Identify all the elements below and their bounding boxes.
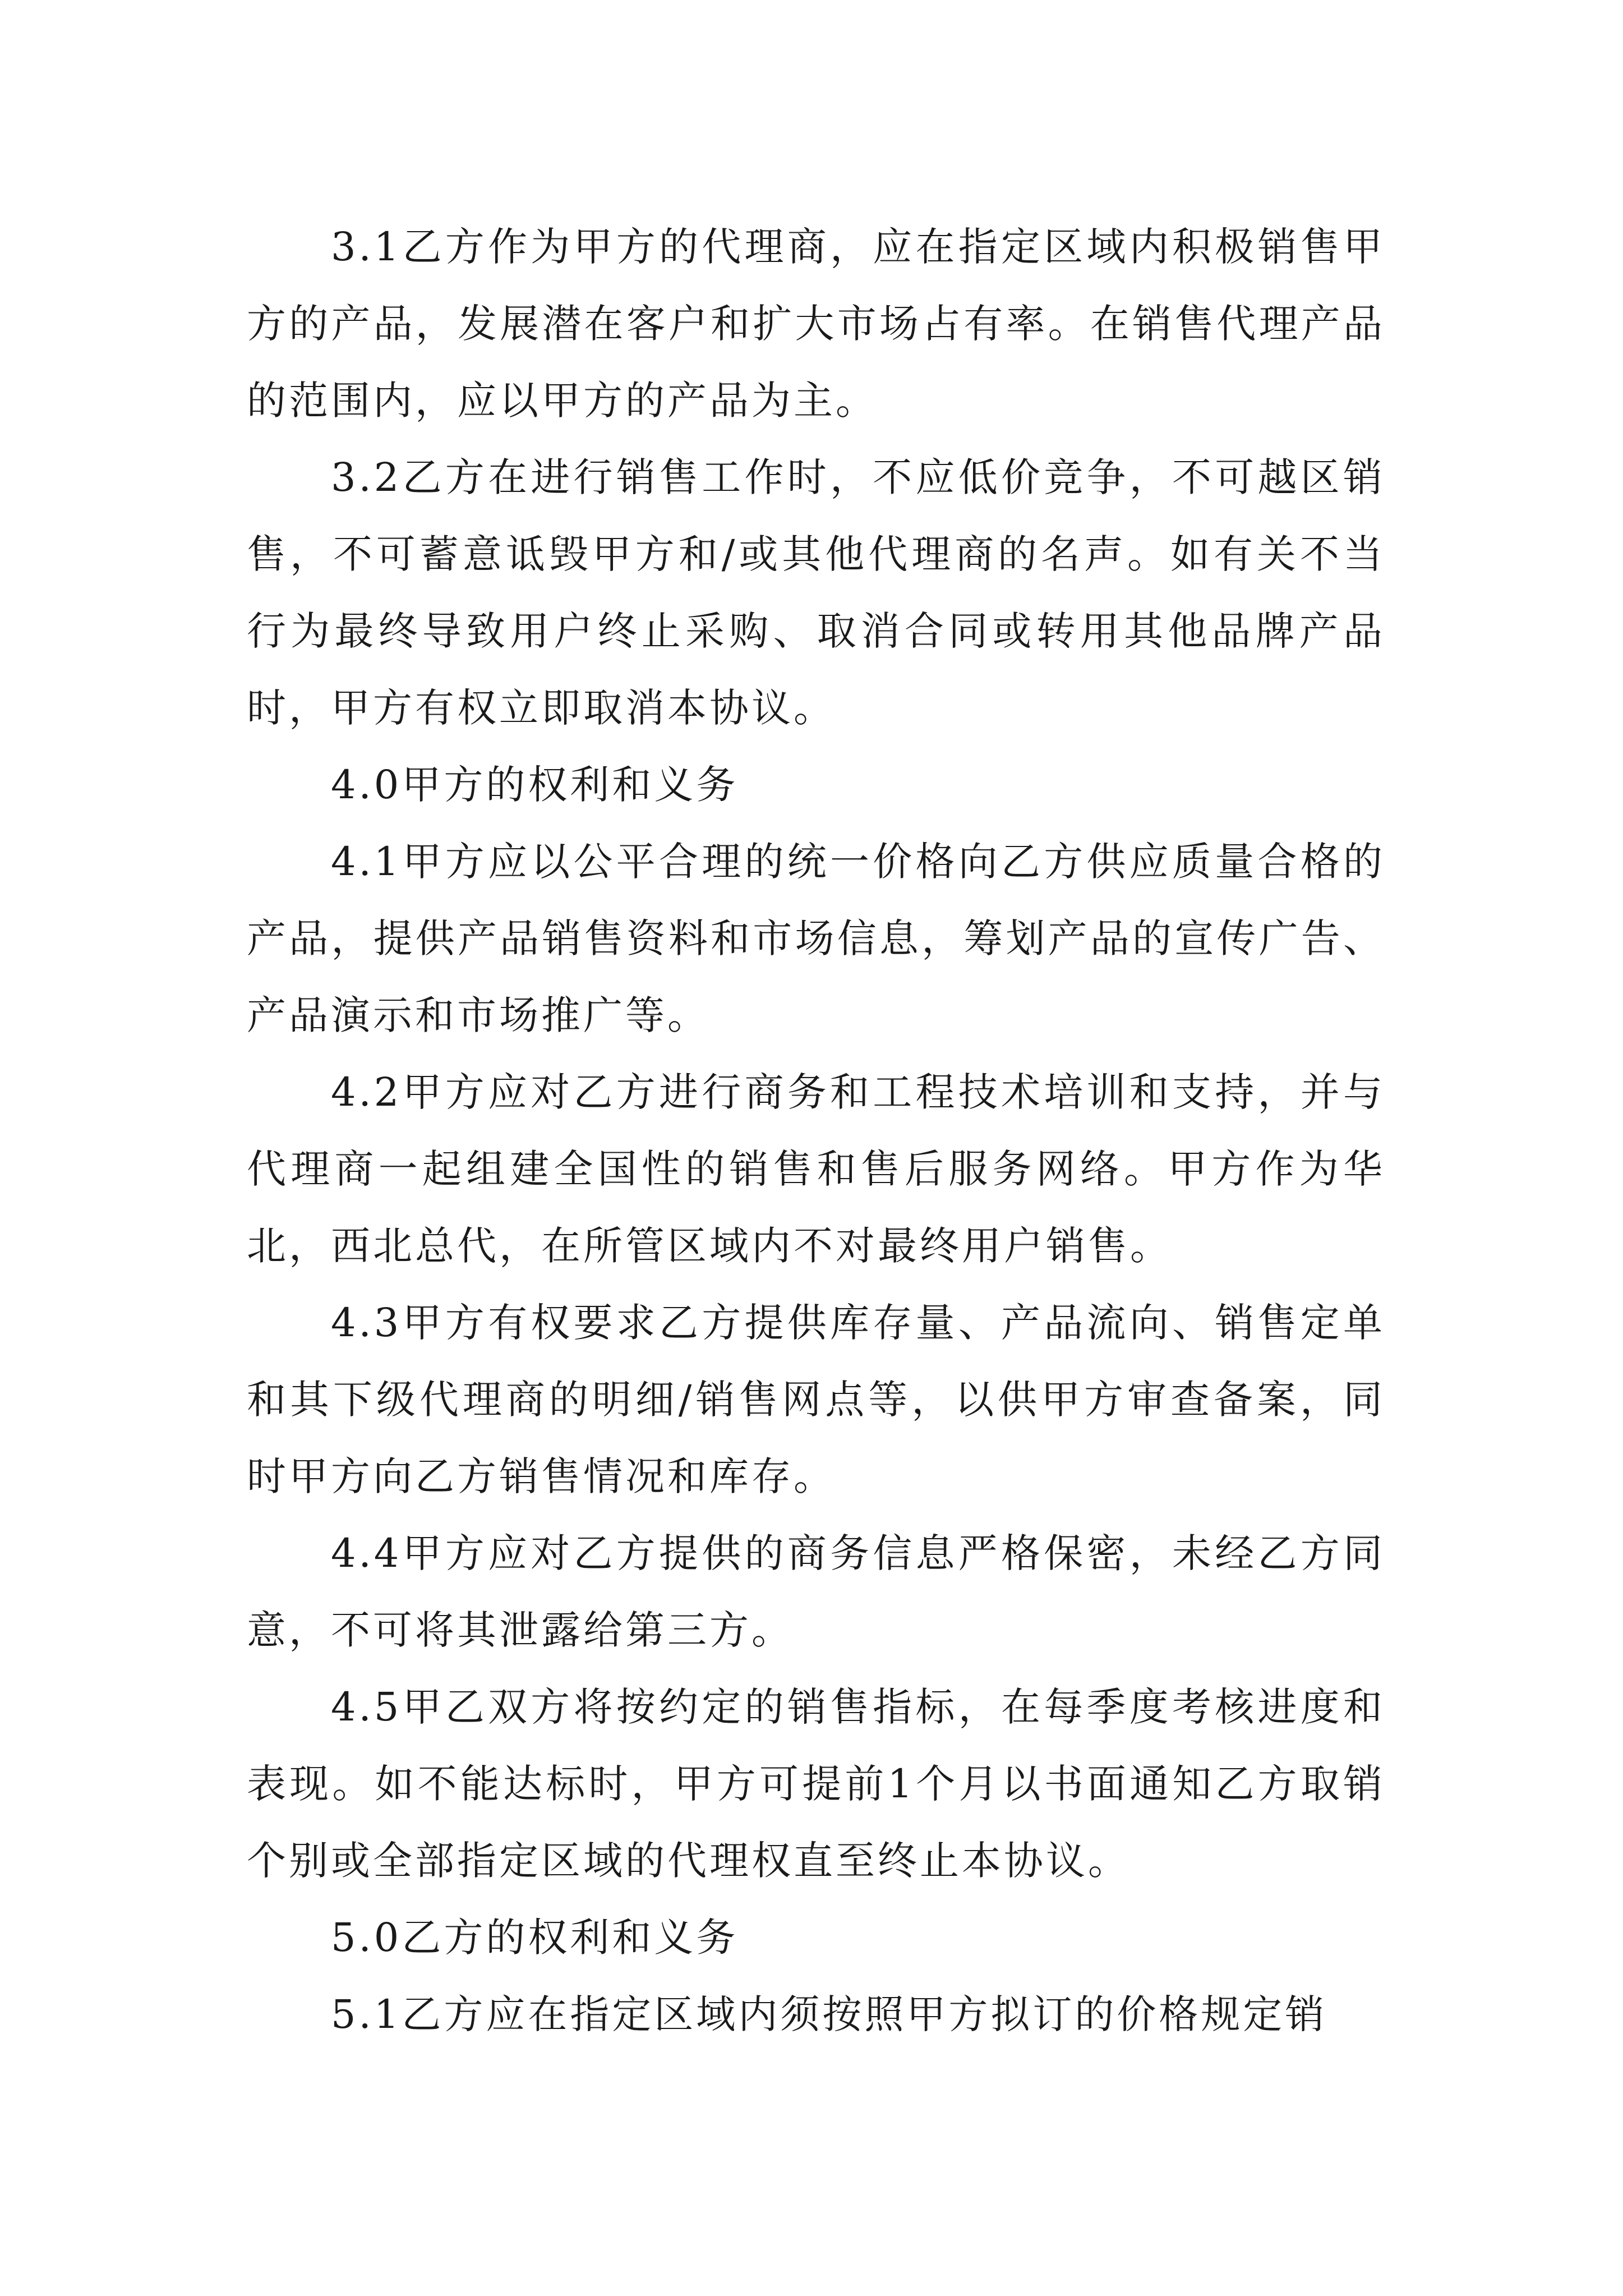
paragraph-3-2: 3.2乙方在进行销售工作时，不应低价竞争，不可越区销售，不可蓄意诋毁甲方和/或其他代理商的名声。如有关不当行为最终导致用户终止采购、取消合同或转用其他品牌产品时，甲方有权立即取消本协议。 xyxy=(247,454,1385,731)
paragraph-3-1: 3.1乙方作为甲方的代理商，应在指定区域内积极销售甲方的产品，发展潜在客户和扩大市场占有率。在销售代理产品的范围内，应以甲方的产品为主。 xyxy=(247,224,1385,424)
section-heading-5-0: 5.0乙方的权利和义务 xyxy=(331,1915,739,1961)
paragraph-4-2: 4.2甲方应对乙方进行商务和工程技术培训和支持，并与代理商一起组建全国性的销售和售后服务网络。甲方作为华北，西北总代，在所管区域内不对最终用户销售。 xyxy=(247,1069,1385,1269)
document-body xyxy=(247,209,1385,2053)
section-heading-4-0: 4.0甲方的权利和义务 xyxy=(331,762,739,808)
paragraph-4-5: 4.5甲乙双方将按约定的销售指标，在每季度考核进度和表现。如不能达标时，甲方可提前1个月以书面通知乙方取销个别或全部指定区域的代理权直至终止本协议。 xyxy=(247,1684,1385,1884)
paragraph-4-1: 4.1甲方应以公平合理的统一价格向乙方供应质量合格的产品，提供产品销售资料和市场信息，筹划产品的宣传广告、产品演示和市场推广等。 xyxy=(247,839,1385,1038)
paragraph-5-1: 5.1乙方应在指定区域内须按照甲方拟订的价格规定销 xyxy=(331,1991,1327,2037)
paragraph-4-4: 4.4甲方应对乙方提供的商务信息严格保密，未经乙方同意，不可将其泄露给第三方。 xyxy=(247,1530,1385,1653)
paragraph-4-3: 4.3甲方有权要求乙方提供库存量、产品流向、销售定单和其下级代理商的明细/销售网点等，以供甲方审查备案，同时甲方向乙方销售情况和库存。 xyxy=(247,1300,1385,1499)
